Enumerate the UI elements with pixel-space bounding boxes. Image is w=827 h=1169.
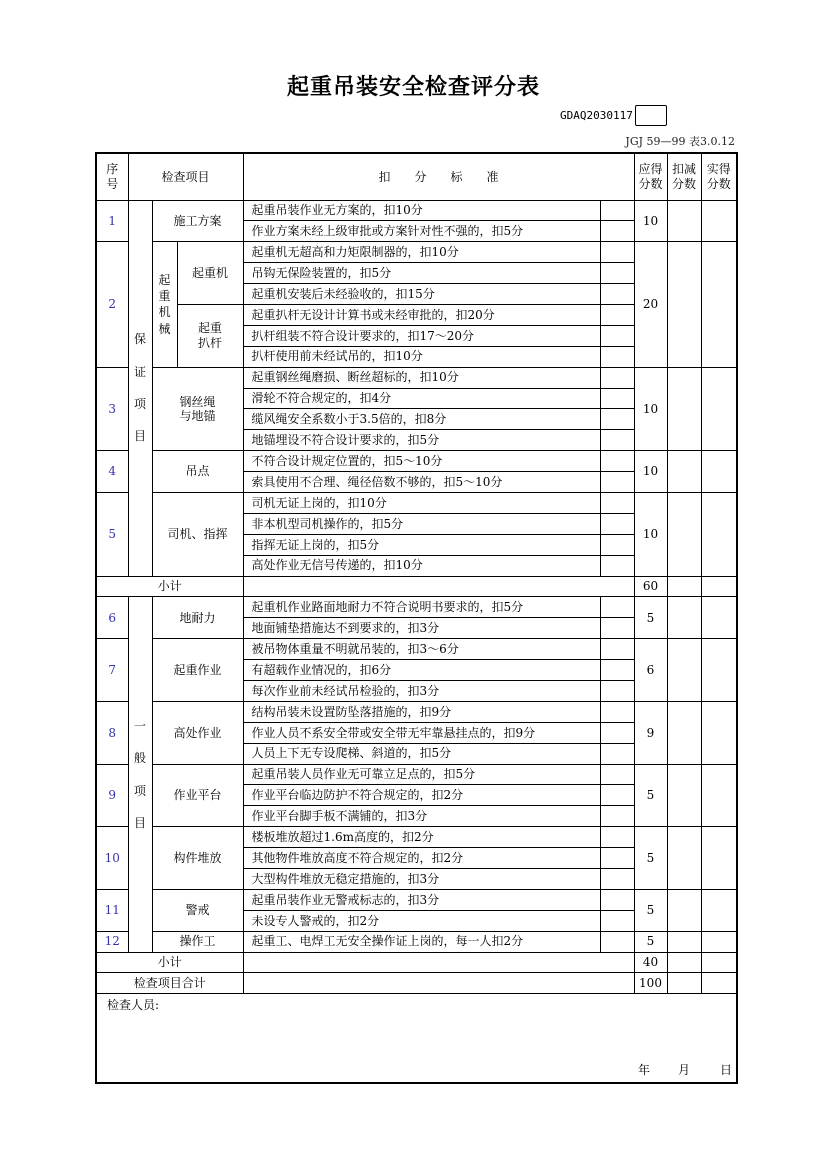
criteria-text: 其他物件堆放高度不符合规定的，扣2分: [243, 848, 600, 869]
actual-score[interactable]: [701, 701, 737, 764]
section-label-general: 一 般 项 目: [128, 597, 152, 952]
total-actual[interactable]: [701, 973, 737, 994]
deduct-input[interactable]: [600, 409, 634, 430]
total-label: 检查项目合计: [96, 973, 243, 994]
actual-score[interactable]: [701, 451, 737, 493]
header-deduct-score: 扣减 分数: [667, 153, 701, 200]
check-item: 吊点: [152, 451, 243, 493]
subtotal-label-guarantee: 小计: [96, 576, 243, 597]
full-score: 5: [634, 931, 667, 952]
full-score: 6: [634, 639, 667, 702]
total-score: 100: [634, 973, 667, 994]
check-item: 起重机: [177, 242, 243, 305]
full-score: 5: [634, 827, 667, 890]
deduct-input[interactable]: [600, 722, 634, 743]
row-seq: 1: [96, 200, 128, 242]
deduct-input[interactable]: [600, 346, 634, 367]
actual-score[interactable]: [701, 242, 737, 367]
criteria-text: 指挥无证上岗的，扣5分: [243, 534, 600, 555]
subtotal-general: 40: [634, 952, 667, 973]
deduct-input[interactable]: [600, 618, 634, 639]
deduct-input[interactable]: [600, 785, 634, 806]
subtotal-deduct[interactable]: [667, 952, 701, 973]
check-item: 施工方案: [152, 200, 243, 242]
subtotal-blank: [243, 952, 634, 973]
criteria-text: 作业人员不系安全带或安全带无牢靠悬挂点的，扣9分: [243, 722, 600, 743]
criteria-text: 高处作业无信号传递的，扣10分: [243, 555, 600, 576]
row-seq: 7: [96, 639, 128, 702]
criteria-text: 缆风绳安全系数小于3.5倍的，扣8分: [243, 409, 600, 430]
header-full-score: 应得 分数: [634, 153, 667, 200]
subtotal-label-general: 小计: [96, 952, 243, 973]
row-seq: 8: [96, 701, 128, 764]
full-score: 9: [634, 701, 667, 764]
deduct-input[interactable]: [600, 764, 634, 785]
criteria-text: 索具使用不合理、绳径倍数不够的，扣5～10分: [243, 472, 600, 493]
actual-score[interactable]: [701, 889, 737, 931]
deduct-input[interactable]: [600, 472, 634, 493]
actual-score[interactable]: [701, 597, 737, 639]
actual-score[interactable]: [701, 827, 737, 890]
deduct-input[interactable]: [600, 931, 634, 952]
date-day: 日: [720, 1063, 733, 1078]
inspector-section[interactable]: [96, 994, 737, 1083]
check-item: 高处作业: [152, 701, 243, 764]
deduct-score[interactable]: [667, 931, 701, 952]
deduct-input[interactable]: [600, 200, 634, 221]
deduct-score[interactable]: [667, 492, 701, 576]
row-seq: 3: [96, 367, 128, 451]
deduct-input[interactable]: [600, 639, 634, 660]
criteria-text: 起重机作业路面地耐力不符合说明书要求的，扣5分: [243, 597, 600, 618]
criteria-text: 吊钩无保险装置的，扣5分: [243, 263, 600, 284]
deduct-input[interactable]: [600, 284, 634, 305]
check-item: 警戒: [152, 889, 243, 931]
standard-reference: JGJ 59—99 表3.0.12: [625, 135, 735, 148]
header-item: 检查项目: [128, 153, 243, 200]
deduct-input[interactable]: [600, 388, 634, 409]
subtotal-guarantee: 60: [634, 576, 667, 597]
inspector-label: 检查人员:: [107, 998, 160, 1013]
deduct-score[interactable]: [667, 889, 701, 931]
check-item: 起重 扒杆: [177, 304, 243, 367]
deduct-input[interactable]: [600, 325, 634, 346]
deduct-score[interactable]: [667, 701, 701, 764]
criteria-text: 人员上下无专设爬梯、斜道的，扣5分: [243, 743, 600, 764]
inspection-table: [95, 152, 738, 1084]
criteria-text: 起重吊装人员作业无可靠立足点的，扣5分: [243, 764, 600, 785]
criteria-text: 起重吊装作业无方案的，扣10分: [243, 200, 600, 221]
check-item: 司机、指挥: [152, 492, 243, 576]
deduct-input[interactable]: [600, 430, 634, 451]
deduct-input[interactable]: [600, 660, 634, 681]
date-line: [638, 1063, 734, 1077]
deduct-input[interactable]: [600, 827, 634, 848]
full-score: 5: [634, 764, 667, 827]
full-score: 5: [634, 889, 667, 931]
criteria-text: 有超载作业情况的，扣6分: [243, 660, 600, 681]
total-blank: [243, 973, 634, 994]
actual-score[interactable]: [701, 931, 737, 952]
date-year: 年: [638, 1063, 651, 1078]
deduct-score[interactable]: [667, 451, 701, 493]
full-score: 10: [634, 451, 667, 493]
deduct-score[interactable]: [667, 764, 701, 827]
criteria-text: 作业方案未经上级审批或方案针对性不强的，扣5分: [243, 221, 600, 242]
group-label-lifting-machine: 起 重 机 械: [152, 242, 177, 367]
deduct-score[interactable]: [667, 242, 701, 367]
deduct-input[interactable]: [600, 263, 634, 284]
date-month: 月: [678, 1063, 691, 1078]
row-seq: 4: [96, 451, 128, 493]
criteria-text: 未设专人警戒的，扣2分: [243, 910, 600, 931]
subtotal-actual[interactable]: [701, 576, 737, 597]
criteria-text: 被吊物体重量不明就吊装的，扣3～6分: [243, 639, 600, 660]
deduct-input[interactable]: [600, 513, 634, 534]
deduct-input[interactable]: [600, 848, 634, 869]
row-seq: 9: [96, 764, 128, 827]
criteria-text: 起重扒杆无设计计算书或未经审批的，扣20分: [243, 304, 600, 325]
full-score: 20: [634, 242, 667, 367]
deduct-score[interactable]: [667, 200, 701, 242]
criteria-text: 作业平台脚手板不满铺的，扣3分: [243, 806, 600, 827]
full-score: 10: [634, 367, 667, 451]
deduct-input[interactable]: [600, 597, 634, 618]
criteria-text: 地锚埋设不符合设计要求的，扣5分: [243, 430, 600, 451]
actual-score[interactable]: [701, 492, 737, 576]
criteria-text: 起重钢丝绳磨损、断丝超标的，扣10分: [243, 367, 600, 388]
doc-code: GDAQ2030117: [560, 109, 633, 122]
deduct-input[interactable]: [600, 889, 634, 910]
criteria-text: 起重机安装后未经验收的，扣15分: [243, 284, 600, 305]
row-seq: 10: [96, 827, 128, 890]
actual-score[interactable]: [701, 200, 737, 242]
row-seq: 12: [96, 931, 128, 952]
check-item: 作业平台: [152, 764, 243, 827]
criteria-text: 起重机无超高和力矩限制器的，扣10分: [243, 242, 600, 263]
deduct-score[interactable]: [667, 367, 701, 451]
deduct-input[interactable]: [600, 701, 634, 722]
criteria-text: 大型构件堆放无稳定措施的，扣3分: [243, 869, 600, 890]
total-deduct[interactable]: [667, 973, 701, 994]
check-item: 地耐力: [152, 597, 243, 639]
actual-score[interactable]: [701, 764, 737, 827]
check-item: 钢丝绳 与地锚: [152, 367, 243, 451]
criteria-text: 结构吊装未设置防坠落措施的，扣9分: [243, 701, 600, 722]
subtotal-blank: [243, 576, 634, 597]
actual-score[interactable]: [701, 639, 737, 702]
deduct-score[interactable]: [667, 639, 701, 702]
header-standard: 扣 分 标 准: [243, 153, 634, 200]
actual-score[interactable]: [701, 367, 737, 451]
full-score: 5: [634, 597, 667, 639]
deduct-input[interactable]: [600, 555, 634, 576]
criteria-text: 起重工、电焊工无安全操作证上岗的，每一人扣2分: [243, 931, 600, 952]
deduct-input[interactable]: [600, 242, 634, 263]
deduct-input[interactable]: [600, 304, 634, 325]
deduct-input[interactable]: [600, 367, 634, 388]
row-seq: 2: [96, 242, 128, 367]
deduct-input[interactable]: [600, 869, 634, 890]
deduct-input[interactable]: [600, 680, 634, 701]
doc-code-row: [560, 105, 667, 126]
subtotal-deduct[interactable]: [667, 576, 701, 597]
row-seq: 11: [96, 889, 128, 931]
check-item: 操作工: [152, 931, 243, 952]
criteria-text: 非本机型司机操作的，扣5分: [243, 513, 600, 534]
criteria-text: 司机无证上岗的，扣10分: [243, 492, 600, 513]
criteria-text: 每次作业前未经试吊检验的，扣3分: [243, 680, 600, 701]
criteria-text: 作业平台临边防护不符合规定的，扣2分: [243, 785, 600, 806]
subtotal-actual[interactable]: [701, 952, 737, 973]
header-actual-score: 实得 分数: [701, 153, 737, 200]
criteria-text: 地面铺垫措施达不到要求的，扣3分: [243, 618, 600, 639]
full-score: 10: [634, 200, 667, 242]
deduct-input[interactable]: [600, 451, 634, 472]
deduct-score[interactable]: [667, 597, 701, 639]
deduct-input[interactable]: [600, 743, 634, 764]
criteria-text: 扒杆使用前未经试吊的，扣10分: [243, 346, 600, 367]
deduct-input[interactable]: [600, 492, 634, 513]
deduct-input[interactable]: [600, 534, 634, 555]
criteria-text: 不符合设计规定位置的，扣5～10分: [243, 451, 600, 472]
deduct-score[interactable]: [667, 827, 701, 890]
criteria-text: 起重吊装作业无警戒标志的，扣3分: [243, 889, 600, 910]
check-item: 构件堆放: [152, 827, 243, 890]
full-score: 10: [634, 492, 667, 576]
doc-code-box[interactable]: [635, 105, 667, 126]
deduct-input[interactable]: [600, 221, 634, 242]
section-label-guarantee: 保 证 项 目: [128, 200, 152, 576]
criteria-text: 扒杆组装不符合设计要求的，扣17～20分: [243, 325, 600, 346]
row-seq: 5: [96, 492, 128, 576]
check-item: 起重作业: [152, 639, 243, 702]
deduct-input[interactable]: [600, 806, 634, 827]
header-seq: 序 号: [96, 153, 128, 200]
row-seq: 6: [96, 597, 128, 639]
page-title: 起重吊装安全检查评分表: [286, 75, 540, 100]
criteria-text: 楼板堆放超过1.6m高度的，扣2分: [243, 827, 600, 848]
criteria-text: 滑轮不符合规定的，扣4分: [243, 388, 600, 409]
deduct-input[interactable]: [600, 910, 634, 931]
